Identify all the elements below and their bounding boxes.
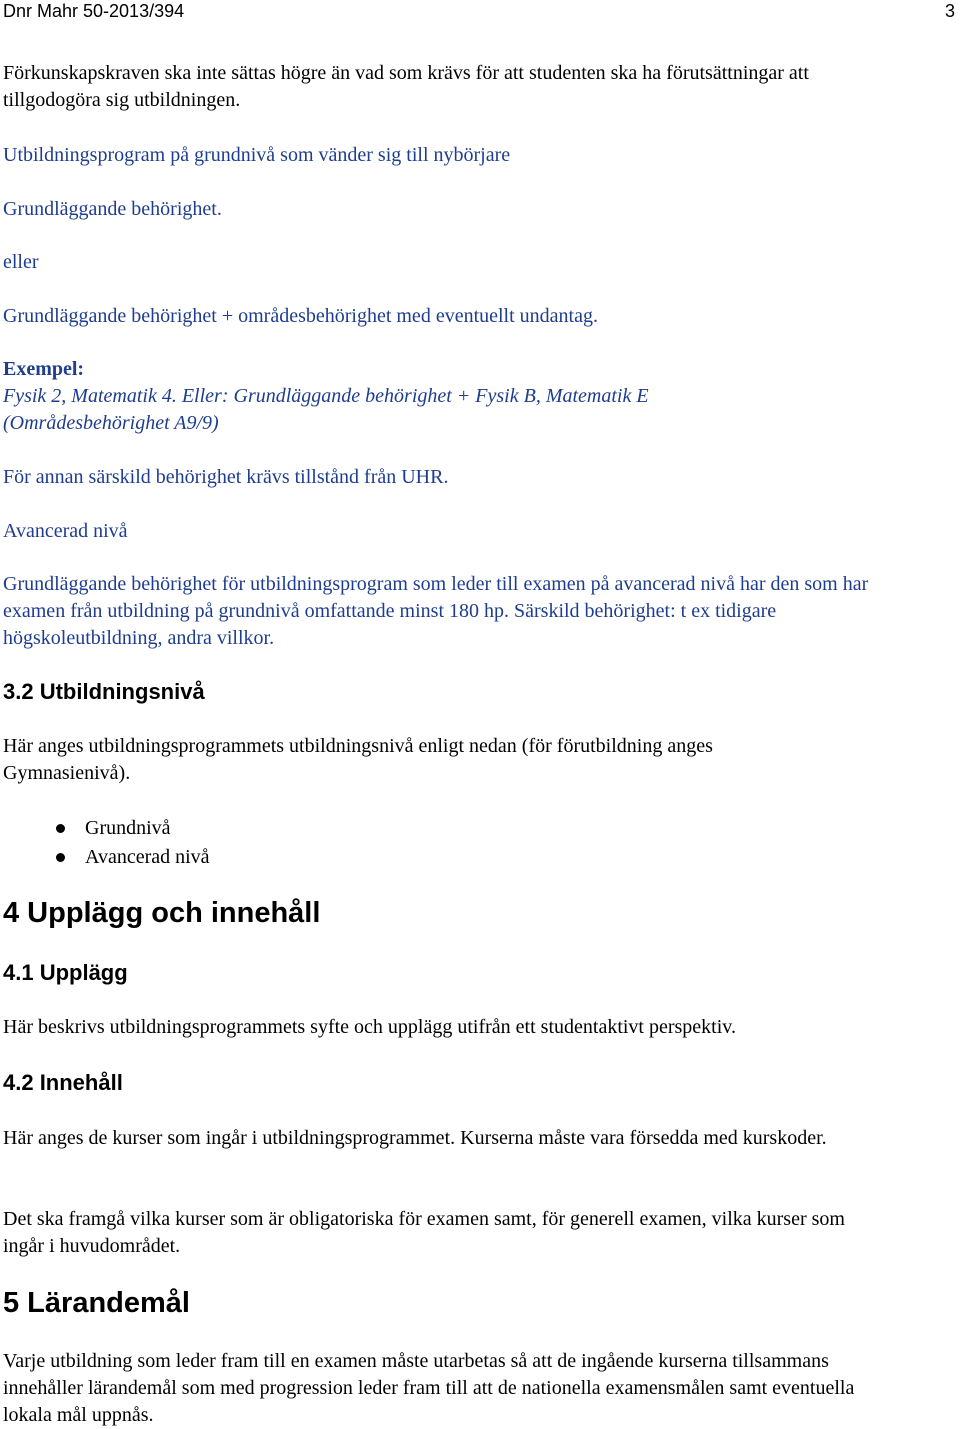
example-line-2: (Områdesbehörighet A9/9) [3, 412, 219, 434]
section-4-2-paragraph-2: Det ska framgå vilka kurser som är obligatoriska för examen samt, för generell examen, vilka kurser som ingår i huvudområdet. [3, 1208, 845, 1257]
section-5-heading: 5 Lärandemål [3, 1287, 190, 1319]
section-5-paragraph: Varje utbildning som leder fram till en examen måste utarbetas så att de ingående kurserna tillsammans innehåller lärandemål som med progression leder fram till att de nationella examensmålen samt eventuella lokala mål uppnås. [3, 1350, 855, 1426]
list-item: Avancerad nivå [3, 843, 920, 872]
uhr-note: För annan särskild behörighet krävs tillstånd från UHR. [3, 466, 449, 488]
basic-eligibility-text: Grundläggande behörighet. [3, 198, 222, 220]
bullet-icon [56, 824, 65, 833]
example-part-1: Fysik 2, Matematik 4. [3, 385, 182, 407]
section-4-1-paragraph: Här beskrivs utbildningsprogrammets syfte och upplägg utifrån ett studentaktivt perspektiv. [3, 1016, 736, 1038]
section-4-2-paragraph-1: Här anges de kurser som ingår i utbildningsprogrammet. Kurserna måste vara försedda med kurskoder. [3, 1127, 827, 1149]
document-reference: Dnr Mahr 50-2013/394 [3, 1, 185, 21]
section-4-2-heading: 4.2 Innehåll [3, 1070, 123, 1095]
section-4-1-heading: 4.1 Upplägg [3, 960, 128, 985]
avancerad-heading: Avancerad nivå [3, 520, 128, 542]
example-part-2: Eller: Grundläggande behörighet + Fysik B, Matematik E [181, 385, 649, 407]
section-4-heading: 4 Upplägg och innehåll [3, 897, 321, 929]
or-text: eller [3, 251, 39, 273]
prerequisites-paragraph: Förkunskapskraven ska inte sättas högre än vad som krävs för att studenten ska ha förutsättningar att tillgodogöra sig utbildningen. [3, 62, 809, 111]
avancerad-paragraph: Grundläggande behörighet för utbildningsprogram som leder till examen på avancerad nivå har den som har examen från utbildning på grundnivå omfattande minst 180 hp. Särskild behörighet: t ex tidigare högskoleutbildning, andra villkor. [3, 573, 869, 649]
grundniva-heading: Utbildningsprogram på grundnivå som vänder sig till nybörjare [3, 144, 511, 166]
section-3-2-paragraph: Här anges utbildningsprogrammets utbildningsnivå enligt nedan (för förutbildning anges Gymnasienivå). [3, 735, 713, 784]
basic-plus-area-eligibility-text: Grundläggande behörighet + områdesbehörighet med eventuellt undantag. [3, 305, 598, 327]
page-number: 3 [944, 1, 955, 21]
list-item: Grundnivå [3, 814, 920, 843]
section-3-2-heading: 3.2 Utbildningsnivå [3, 679, 205, 704]
example-line-1 [3, 383, 920, 410]
education-level-list [3, 814, 920, 872]
bullet-icon [56, 853, 65, 862]
example-label: Exempel: [3, 358, 85, 380]
